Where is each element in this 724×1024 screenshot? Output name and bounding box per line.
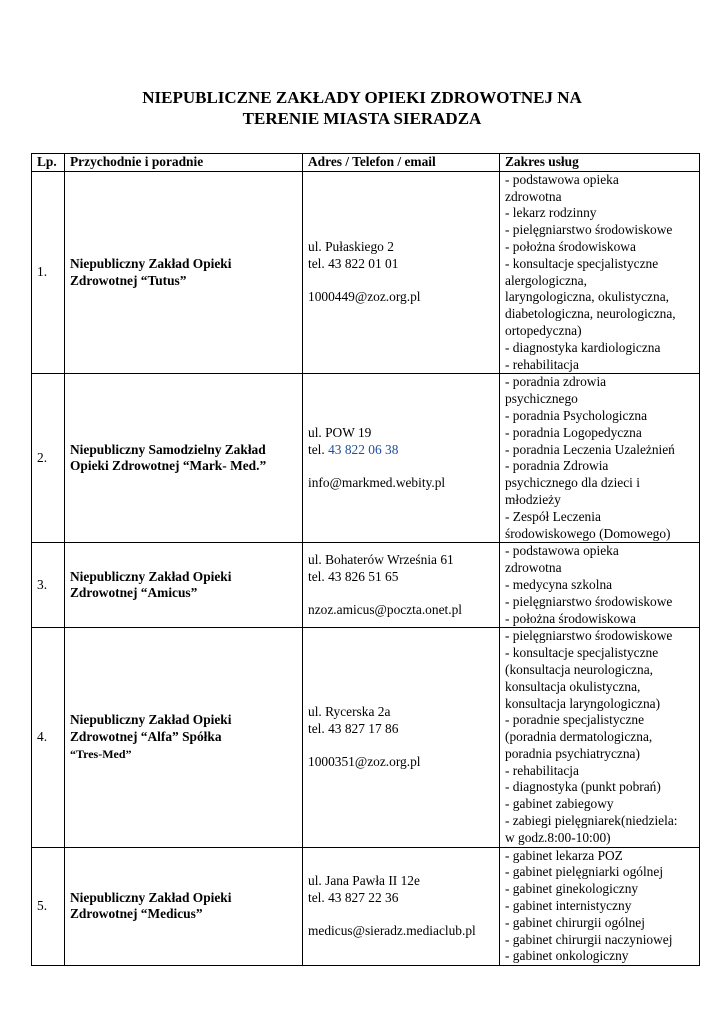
service-item: - diagnostyka kardiologiczna (505, 339, 661, 355)
table-row (32, 847, 700, 966)
row-number: 1. (32, 171, 65, 374)
email[interactable]: medicus@sieradz.mediaclub.pl (308, 923, 476, 939)
service-item: (konsultacja neurologiczna, (505, 661, 653, 677)
clinic-name: Niepubliczny Zakład Opieki Zdrowotnej “Amicus” (65, 543, 303, 628)
service-item: diabetologiczna, neurologiczna, (505, 306, 676, 322)
service-item: - poradnia Leczenia Uzależnień (505, 441, 675, 457)
row-number: 5. (32, 847, 65, 966)
contact-cell (303, 847, 500, 966)
contact-cell (303, 628, 500, 847)
services-cell (500, 543, 700, 628)
address: ul. Pułaskiego 2 (308, 238, 394, 254)
services-cell (500, 171, 700, 374)
table-row (32, 374, 700, 543)
service-item: - poradnia zdrowia (505, 374, 607, 390)
services-cell (500, 374, 700, 543)
service-item: laryngologiczna, okulistyczna, (505, 289, 669, 305)
service-item: środowiskowego (Domowego) (505, 525, 671, 541)
address: ul. Bohaterów Września 61 (308, 551, 454, 567)
contact-cell (303, 543, 500, 628)
services-cell (500, 628, 700, 847)
service-item: w godz.8:00-10:00) (505, 829, 611, 845)
clinic-name: Niepubliczny Zakład Opieki Zdrowotnej “Tutus” (65, 171, 303, 374)
service-item: - gabinet zabiegowy (505, 796, 614, 812)
clinic-name: Niepubliczny Zakład Opieki Zdrowotnej “Medicus” (65, 847, 303, 966)
phone: tel. 43 827 17 86 (308, 720, 399, 736)
page-title-line-2: TERENIE MIASTA SIERADZA (242, 109, 482, 128)
email[interactable]: 1000351@zoz.org.pl (308, 754, 421, 770)
service-item: konsultacja okulistyczna, (505, 678, 641, 694)
email[interactable]: info@markmed.webity.pl (308, 475, 446, 491)
service-item: - położna środowiskowa (505, 238, 636, 254)
services-cell (500, 847, 700, 966)
header-clinics: Przychodnie i poradnie (65, 154, 303, 172)
header-services: Zakres usług (500, 154, 700, 172)
service-item: zdrowotna (505, 560, 562, 576)
clinic-name: Niepubliczny Samodzielny Zakład Opieki Zdrowotnej “Mark- Med.” (65, 374, 303, 543)
row-number: 3. (32, 543, 65, 628)
service-item: - gabinet ginekologiczny (505, 881, 639, 897)
contact-cell (303, 374, 500, 543)
service-item: (poradnia dermatologiczna, (505, 729, 653, 745)
contact-cell (303, 171, 500, 374)
service-item: - gabinet pielęgniarki ogólnej (505, 864, 664, 880)
service-item: konsultacja laryngologiczna) (505, 695, 661, 711)
service-item: zdrowotna (505, 188, 562, 204)
phone: tel. 43 822 06 38 (308, 441, 399, 457)
phone: tel. 43 827 22 36 (308, 889, 399, 905)
service-item: - poradnia Zdrowia (505, 458, 609, 474)
clinic-name: Niepubliczny Zakład Opieki Zdrowotnej “Alfa” Spółka “Tres-Med” (65, 628, 303, 847)
clinics-table (31, 153, 700, 966)
service-item: - gabinet onkologiczny (505, 948, 629, 964)
service-item: - diagnostyka (punkt pobrań) (505, 779, 661, 795)
header-address: Adres / Telefon / email (303, 154, 500, 172)
service-item: - podstawowa opieka (505, 171, 619, 187)
service-item: - Zespół Leczenia (505, 508, 601, 524)
table-row (32, 628, 700, 847)
phone: tel. 43 822 01 01 (308, 255, 399, 271)
service-item: - gabinet lekarza POZ (505, 847, 623, 863)
row-number: 2. (32, 374, 65, 543)
service-item: ortopedyczna) (505, 322, 582, 338)
service-item: - pielęgniarstwo środowiskowe (505, 628, 673, 644)
address: ul. POW 19 (308, 424, 372, 440)
service-item: - poradnie specjalistyczne (505, 712, 645, 728)
table-header-row (32, 154, 700, 172)
phone: tel. 43 826 51 65 (308, 568, 399, 584)
service-item: - gabinet internistyczny (505, 898, 632, 914)
service-item: - zabiegi pielęgniarek(niedziela: (505, 813, 678, 829)
phone-link[interactable]: 43 822 06 38 (328, 441, 399, 457)
service-item: - pielęgniarstwo środowiskowe (505, 593, 673, 609)
address: ul. Jana Pawła II 12e (308, 872, 420, 888)
email[interactable]: 1000449@zoz.org.pl (308, 289, 421, 305)
service-item: psychicznego (505, 391, 578, 407)
service-item: - medycyna szkolna (505, 576, 613, 592)
table-row (32, 171, 700, 374)
service-item: - poradnia Logopedyczna (505, 424, 642, 440)
service-item: poradnia psychiatryczna) (505, 745, 640, 761)
service-item: psychicznego dla dzieci i (505, 475, 640, 491)
service-item: - konsultacje specjalistyczne (505, 255, 659, 271)
table-row (32, 543, 700, 628)
row-number: 4. (32, 628, 65, 847)
service-item: - konsultacje specjalistyczne (505, 645, 659, 661)
service-item: - podstawowa opieka (505, 543, 619, 559)
service-item: - położna środowiskowa (505, 610, 636, 626)
address: ul. Rycerska 2a (308, 703, 391, 719)
page-title-line-1: NIEPUBLICZNE ZAKŁADY OPIEKI ZDROWOTNEJ NA (142, 88, 582, 107)
service-item: - rehabilitacja (505, 356, 579, 372)
header-lp: Lp. (32, 154, 65, 172)
page-title (0, 87, 724, 129)
service-item: - pielęgniarstwo środowiskowe (505, 222, 673, 238)
service-item: - poradnia Psychologiczna (505, 407, 648, 423)
service-item: - lekarz rodzinny (505, 205, 597, 221)
service-item: alergologiczna, (505, 272, 587, 288)
service-item: - gabinet chirurgii ogólnej (505, 914, 645, 930)
service-item: - rehabilitacja (505, 762, 579, 778)
service-item: - gabinet chirurgii naczyniowej (505, 931, 673, 947)
service-item: młodzieży (505, 491, 561, 507)
email[interactable]: nzoz.amicus@poczta.onet.pl (308, 602, 462, 618)
